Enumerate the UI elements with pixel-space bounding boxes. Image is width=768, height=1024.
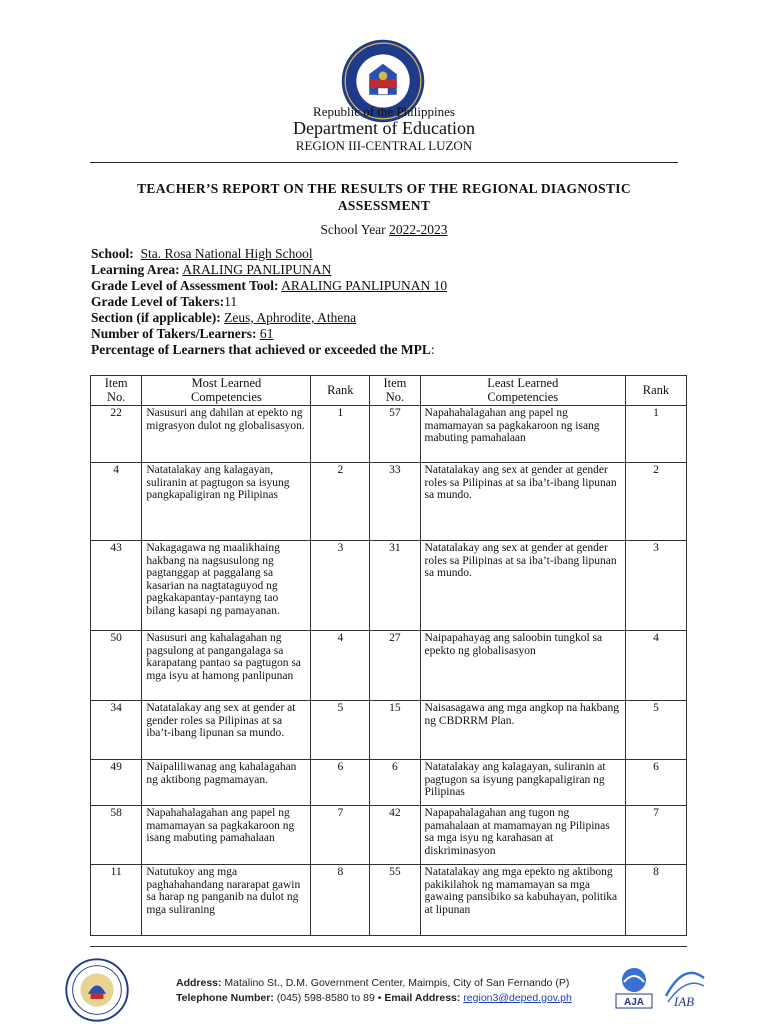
address-label: Address: xyxy=(176,977,222,989)
mpl-label: Percentage of Learners that achieved or exceeded the MPL xyxy=(91,342,431,357)
cell-rank-most: 5 xyxy=(311,701,370,760)
header-divider xyxy=(90,162,678,163)
cell-rank-least: 4 xyxy=(625,631,686,701)
phone-label: Telephone Number: xyxy=(176,992,274,1004)
cell-rank-least: 2 xyxy=(625,463,686,541)
aja-certification-logo xyxy=(612,966,656,1012)
cell-item-most: 22 xyxy=(91,406,142,463)
footer-contact xyxy=(176,976,572,1006)
cell-item-least: 42 xyxy=(370,806,420,865)
table-row xyxy=(91,406,687,463)
mpl-row xyxy=(91,342,447,358)
cell-most-competency: Natatalakay ang kalagayan, suliranin at pagtugon sa isyung pangkapaligiran ng Pilipinas xyxy=(142,463,311,541)
cell-item-most: 50 xyxy=(91,631,142,701)
cell-item-most: 43 xyxy=(91,541,142,631)
cell-rank-least: 5 xyxy=(625,701,686,760)
table-row xyxy=(91,631,687,701)
report-title: TEACHER’S REPORT ON THE RESULTS OF THE REGIONAL DIAGNOSTIC ASSESSMENT xyxy=(137,181,631,213)
cell-least-competency: Napahahalagahan ang papel ng mamamayan sa pagkakaroon ng isang mabuting pamahalaan xyxy=(420,406,625,463)
header-item-no-least: Item No. xyxy=(370,376,420,406)
cell-item-least: 6 xyxy=(370,760,420,806)
cell-least-competency: Natatalakay ang sex at gender at gender roles sa Pilipinas at sa iba’t-ibang lipunan sa mundo. xyxy=(420,541,625,631)
cell-item-least: 55 xyxy=(370,865,420,936)
cell-item-least: 27 xyxy=(370,631,420,701)
cell-most-competency: Nasusuri ang dahilan at epekto ng migrasyon dulot ng globalisasyon. xyxy=(142,406,311,463)
table-row xyxy=(91,865,687,936)
cell-rank-least: 8 xyxy=(625,865,686,936)
takers-value: 11 xyxy=(224,294,238,309)
aja-text: AJA xyxy=(623,997,645,1008)
phone-value: (045) 598-8580 to 89 • xyxy=(273,992,385,1004)
table-row xyxy=(91,541,687,631)
cell-item-least: 33 xyxy=(370,463,420,541)
takers-label: Grade Level of Takers: xyxy=(91,294,225,309)
report-info xyxy=(91,246,447,358)
school-year-value: 2022-2023 xyxy=(389,222,448,237)
header-least-learned: Least Learned Competencies xyxy=(420,376,625,406)
cell-least-competency: Natatalakay ang sex at gender at gender roles sa Pilipinas at sa iba’t-ibang lipunan sa mundo. xyxy=(420,463,625,541)
cell-rank-most: 7 xyxy=(311,806,370,865)
department-name: Department of Education xyxy=(293,118,475,138)
cell-item-most: 4 xyxy=(91,463,142,541)
email-link[interactable]: region3@deped.gov.ph xyxy=(463,992,572,1004)
number-value: 61 xyxy=(259,326,274,341)
cell-rank-most: 8 xyxy=(311,865,370,936)
table-row xyxy=(91,463,687,541)
header-rank-most: Rank xyxy=(311,376,370,406)
number-label: Number of Takers/Learners: xyxy=(91,326,257,341)
cell-rank-most: 6 xyxy=(311,760,370,806)
cell-least-competency: Naipapahayag ang saloobin tungkol sa epekto ng globalisasyon xyxy=(420,631,625,701)
cell-most-competency: Napahahalagahan ang papel ng mamamayan sa pagkakaroon ng isang mabuting pamahalaan xyxy=(142,806,311,865)
section-label: Section (if applicable): xyxy=(91,310,221,325)
email-label: Email Address: xyxy=(384,992,461,1004)
area-value: ARALING PANLIPUNAN xyxy=(182,262,332,277)
cell-most-competency: Naipaliliwanag ang kahalagahan ng aktibong pagmamayan. xyxy=(142,760,311,806)
cell-rank-least: 6 xyxy=(625,760,686,806)
school-row xyxy=(91,246,447,262)
cell-most-competency: Nasusuri ang kahalagahan ng pagsulong at pangangalaga sa karapatang pantao sa pagtugon sa mga isyu at hamong panlipunan xyxy=(142,631,311,701)
regional-seal-logo xyxy=(65,958,129,1022)
section-value: Zeus, Aphrodite, Athena xyxy=(224,310,357,325)
header-most-learned: Most Learned Competencies xyxy=(142,376,311,406)
address-value: Matalino St., D.M. Government Center, Maimpis, City of San Fernando (P) xyxy=(221,977,570,989)
cell-item-most: 58 xyxy=(91,806,142,865)
address-line xyxy=(176,976,572,991)
cell-rank-most: 1 xyxy=(311,406,370,463)
cell-least-competency: Natatalakay ang mga epekto ng aktibong pakikilahok ng mamamayan sa mga gawaing pansibiko sa kabuhayan, politika at lipunan xyxy=(420,865,625,936)
area-row xyxy=(91,262,447,278)
region-line: REGION III-CENTRAL LUZON xyxy=(295,138,473,153)
cell-most-competency: Nakagagawa ng maalikhaing hakbang na nagsusulong ng pagtanggap at paggalang sa kasarian na nagtataguyod ng pagkakapantay-pantayng tao bilang kasapi ng pamayanan. xyxy=(142,541,311,631)
table-row xyxy=(91,806,687,865)
footer-divider xyxy=(90,946,687,947)
phone-email-line xyxy=(176,991,572,1006)
school-year xyxy=(0,222,768,238)
tool-row xyxy=(91,278,447,294)
table-row xyxy=(91,701,687,760)
tool-label: Grade Level of Assessment Tool: xyxy=(91,278,279,293)
cell-least-competency: Napapahalagahan ang tugon ng pamahalaan at mamamayan ng Pilipinas sa mga isyu ng karahasan at diskriminasyon xyxy=(420,806,625,865)
cell-most-competency: Natatalakay ang sex at gender at gender roles sa Pilipinas at sa iba’t-ibang lipunan sa mundo. xyxy=(142,701,311,760)
cell-item-most: 11 xyxy=(91,865,142,936)
cell-item-least: 31 xyxy=(370,541,420,631)
cell-item-least: 15 xyxy=(370,701,420,760)
school-label: School: xyxy=(91,246,134,261)
cell-item-most: 49 xyxy=(91,760,142,806)
table-header-row xyxy=(91,376,687,406)
school-year-label: School Year xyxy=(320,222,390,237)
competencies-table xyxy=(90,375,687,936)
cell-rank-most: 2 xyxy=(311,463,370,541)
tool-value: ARALING PANLIPUNAN 10 xyxy=(281,278,448,293)
takers-row xyxy=(91,294,447,310)
section-row xyxy=(91,310,447,326)
cell-rank-least: 3 xyxy=(625,541,686,631)
iab-text: IAB xyxy=(673,994,695,1009)
area-label: Learning Area: xyxy=(91,262,180,277)
header-item-no-most: Item No. xyxy=(91,376,142,406)
cell-rank-least: 7 xyxy=(625,806,686,865)
cell-rank-least: 1 xyxy=(625,406,686,463)
cell-least-competency: Natatalakay ang kalagayan, suliranin at pagtugon sa isyung pangkapaligiran ng Pilipinas xyxy=(420,760,625,806)
cell-rank-most: 4 xyxy=(311,631,370,701)
table-row xyxy=(91,760,687,806)
cell-item-least: 57 xyxy=(370,406,420,463)
cell-least-competency: Naisasagawa ang mga angkop na hakbang ng CBDRRM Plan. xyxy=(420,701,625,760)
school-value: Sta. Rosa National High School xyxy=(140,246,313,261)
republic-line: Republic of the Philippines xyxy=(313,104,455,119)
cell-rank-most: 3 xyxy=(311,541,370,631)
cell-most-competency: Natutukoy ang mga paghahahandang nararapat gawin sa harap ng panganib na dulot ng mga suliraning xyxy=(142,865,311,936)
number-row xyxy=(91,326,447,342)
mpl-colon: : xyxy=(430,342,435,357)
header-rank-least: Rank xyxy=(625,376,686,406)
cell-item-most: 34 xyxy=(91,701,142,760)
iab-accreditation-logo xyxy=(660,966,708,1016)
